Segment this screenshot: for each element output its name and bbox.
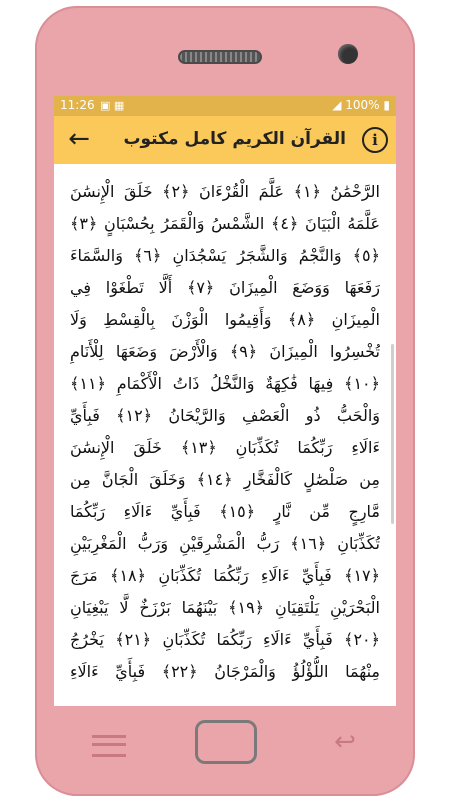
- ayah-line: ءَالَاءِ رَبِّكُمَا تُكَذِّبَانِ ﴿١٣﴾ خَلَقَ الْإِنسَٰنَ: [70, 438, 380, 457]
- phone-camera: [338, 44, 358, 64]
- app-screen: [54, 96, 396, 706]
- app-bar: [54, 116, 396, 164]
- battery-percent: 100%: [345, 98, 380, 112]
- arrow-left-icon: ←: [68, 124, 90, 154]
- nav-back-button[interactable]: [328, 728, 362, 756]
- ayah-line: مِن صَلْصَٰلٍ كَالْفَخَّارِ ﴿١٤﴾ وَخَلَقَ الْجَانَّ مِن: [70, 470, 380, 489]
- ayah-line: تُخْسِرُوا الْمِيزَانَ ﴿٩﴾ وَالْأَرْضَ وَضَعَهَا لِلْأَنَامِ: [70, 342, 380, 361]
- quran-text-view[interactable]: [54, 164, 396, 706]
- ayah-line: مَّارِجٍ مِّن نَّارٍ ﴿١٥﴾ فَبِأَيِّ ءَالَاءِ رَبِّكُمَا: [70, 502, 380, 521]
- ayah-line: ﴿٥﴾ وَالنَّجْمُ وَالشَّجَرُ يَسْجُدَانِ ﴿٦﴾ وَالسَّمَاءَ: [70, 246, 380, 265]
- ayah-line: ﴿٢٠﴾ فَبِأَيِّ ءَالَاءِ رَبِّكُمَا تُكَذِّبَانِ ﴿٢١﴾ يَخْرُجُ: [70, 630, 380, 649]
- info-button[interactable]: [362, 127, 388, 153]
- ayah-line: رَفَعَهَا وَوَضَعَ الْمِيزَانَ ﴿٧﴾ أَلَّا تَطْغَوْا فِي: [70, 278, 380, 297]
- status-bar: [54, 96, 396, 116]
- ayah-line: مِنْهُمَا اللُّؤْلُؤُ وَالْمَرْجَانُ ﴿٢٢﴾ فَبِأَيِّ ءَالَاءِ: [70, 662, 380, 681]
- notification-icons: [100, 99, 124, 112]
- ayah-lines: [70, 176, 380, 688]
- app-title: القرآن الكريم كامل مكتوب: [123, 129, 346, 149]
- app-notification-icon: ▦: [113, 99, 125, 112]
- signal-icon: ◢: [332, 98, 342, 112]
- status-time: 11:26: [60, 98, 95, 112]
- ayah-line: ﴿١٠﴾ فِيهَا فَٰكِهَةٌ وَالنَّخْلُ ذَاتُ الْأَكْمَامِ ﴿١١﴾: [70, 374, 380, 393]
- ayah-line: عَلَّمَهُ الْبَيَانَ ﴿٤﴾ الشَّمْسُ وَالْقَمَرُ بِحُسْبَانٍ ﴿٣﴾: [70, 214, 380, 233]
- battery-icon: ▮: [383, 98, 390, 112]
- phone-speaker: [178, 50, 262, 64]
- ayah-line: تُكَذِّبَانِ ﴿١٦﴾ رَبُّ الْمَشْرِقَيْنِ وَرَبُّ الْمَغْرِبَيْنِ: [70, 534, 380, 553]
- ayah-line: الرَّحْمَٰنُ ﴿١﴾ عَلَّمَ الْقُرْءَانَ ﴿٢﴾ خَلَقَ الْإِنسَٰنَ: [70, 182, 380, 201]
- back-button[interactable]: [64, 125, 94, 155]
- home-button[interactable]: [195, 720, 257, 764]
- ayah-line: ﴿١٧﴾ فَبِأَيِّ ءَالَاءِ رَبِّكُمَا تُكَذِّبَانِ ﴿١٨﴾ مَرَجَ: [70, 566, 380, 585]
- ayah-line: الْبَحْرَيْنِ يَلْتَقِيَانِ ﴿١٩﴾ بَيْنَهُمَا بَرْزَخٌ لَّا يَبْغِيَانِ: [70, 598, 380, 617]
- info-icon: i: [372, 131, 378, 149]
- ayah-line: وَالْحَبُّ ذُو الْعَصْفِ وَالرَّيْحَانُ ﴿١٢﴾ فَبِأَيِّ: [70, 406, 380, 425]
- ayah-line: الْمِيزَانِ ﴿٨﴾ وَأَقِيمُوا الْوَزْنَ بِالْقِسْطِ وَلَا: [70, 310, 380, 329]
- scrollbar[interactable]: [391, 344, 394, 524]
- return-arrow-icon: ↩: [334, 727, 356, 757]
- status-right: [332, 98, 390, 112]
- recents-button[interactable]: [92, 735, 126, 757]
- image-icon: ▣: [100, 99, 111, 112]
